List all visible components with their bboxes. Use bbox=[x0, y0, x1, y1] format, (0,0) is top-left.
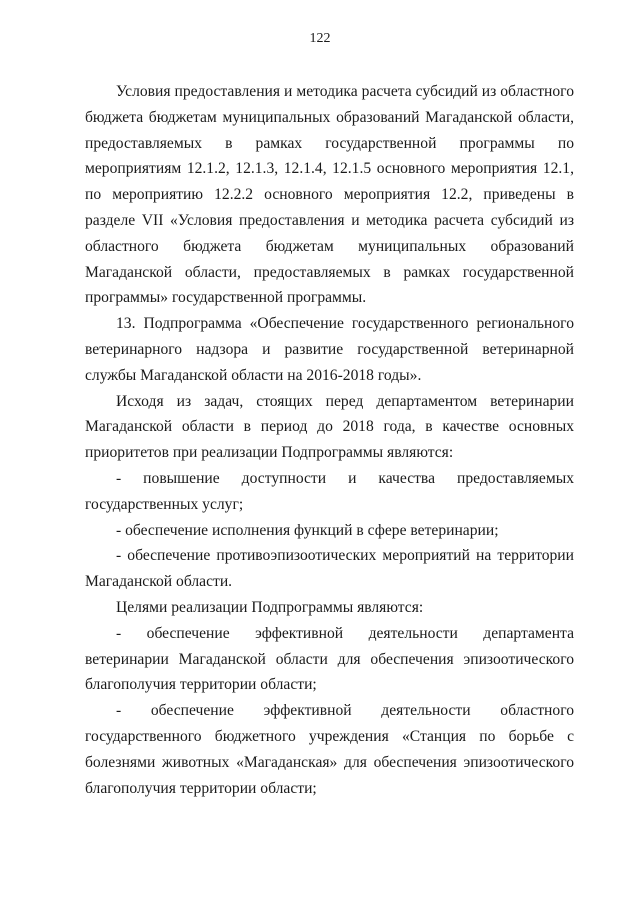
page-number: 122 bbox=[309, 31, 331, 46]
list-item: - обеспечение противоэпизоотических мероприятий на территории Магаданской области. bbox=[85, 547, 574, 591]
list-item: - обеспечение эффективной деятельности департамента ветеринарии Магаданской области для обеспечения эпизоотического благополучия территории области; bbox=[85, 624, 574, 694]
paragraph-priorities-intro: Исходя из задач, стоящих перед департаментом ветеринарии Магаданской области в период до 2018 года, в качестве основных приоритетов при реализации Подпрограммы являются: bbox=[85, 392, 574, 462]
paragraph-subprogram-title: 13. Подпрограмма «Обеспечение государственного регионального ветеринарного надзора и развитие государственной ветеринарной службы Магаданской области на 2016-2018 годы». bbox=[85, 315, 574, 384]
paragraph-subsidy-conditions: Условия предоставления и методика расчета субсидий из областного бюджета бюджетам муниципальных образований Магаданской области, предоставляемых в рамках государственной программы по мероприятиям 12.1.2, 12.1.3, 12.1.4, 12.1.5 основного мероприятия 12.1, по мероприятию 12.2.2 основного мероприятия 12.2, приведены в разделе VII «Условия предоставления и методика расчета субсидий из областного бюджета бюджетам муниципальных образований Магаданской области, предоставляемых в рамках государственной программы» государственной программы. bbox=[85, 83, 574, 307]
list-item: - обеспечение исполнения функций в сфере ветеринарии; bbox=[116, 521, 499, 539]
list-item: - повышение доступности и качества предоставляемых государственных услуг; bbox=[85, 469, 574, 513]
document-body bbox=[85, 79, 574, 801]
paragraph-goals-intro: Целями реализации Подпрограммы являются: bbox=[116, 598, 424, 616]
list-item: - обеспечение эффективной деятельности областного государственного бюджетного учреждения «Станция по борьбе с болезнями животных «Магаданская» для обеспечения эпизоотического благополучия территории области; bbox=[85, 702, 574, 797]
